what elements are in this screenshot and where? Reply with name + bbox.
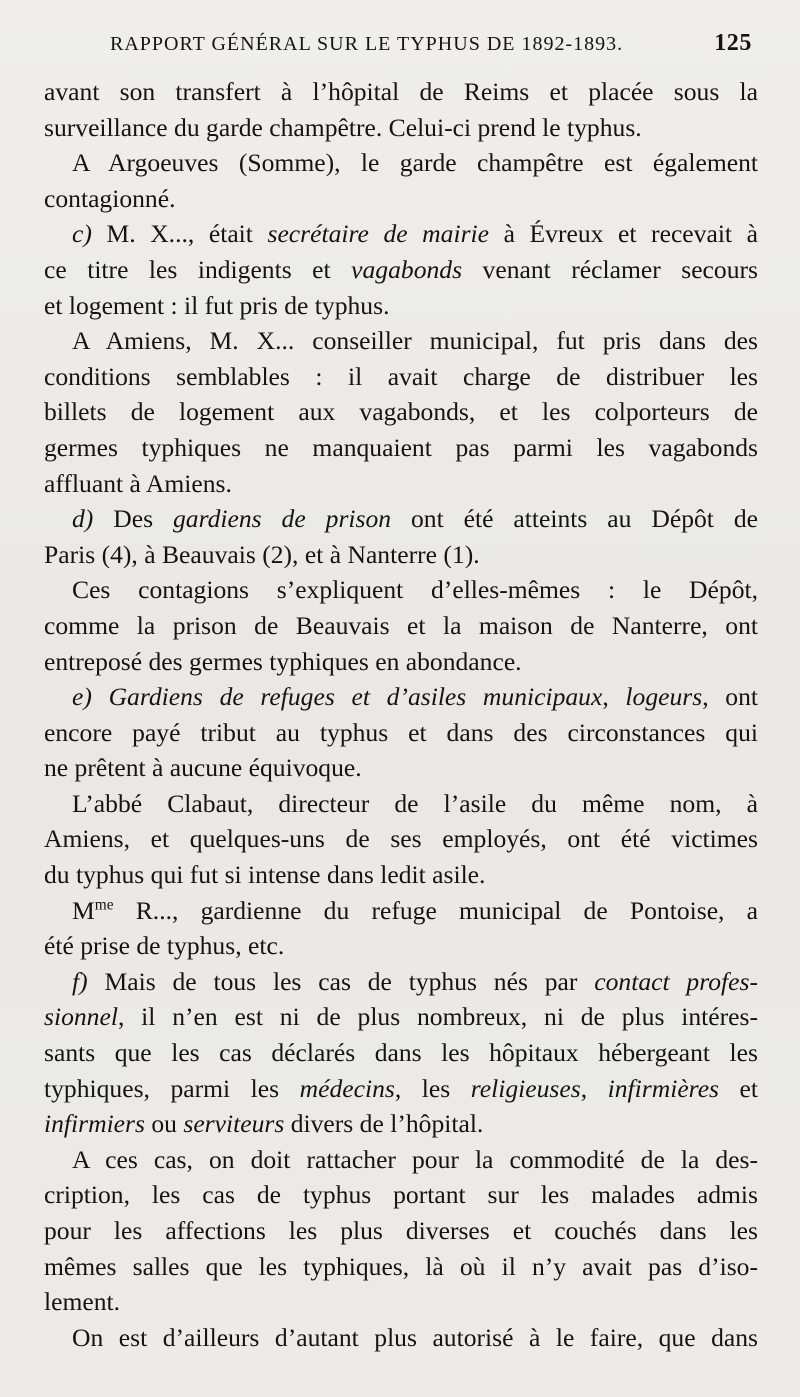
text-line: germes typhiques ne manquaient pas parmi les vagabonds [44,432,758,462]
text-line: avant son transfert à l’hôpital de Reims et placée sous la [44,77,758,106]
text-line: Paris (4), à Beauvais (2), et à Nanterre (1). [44,539,480,569]
page-number: 125 [714,30,752,56]
text-line: contagionné. [44,183,176,213]
text-line: été prise de typhus, etc. [44,931,285,961]
text-line: conditions semblables : il avait charge de distribuer les [44,361,758,391]
text-line: c) M. X..., était secrétaire de mairie à Évreux et recevait à [72,219,758,249]
text-line: cription, les cas de typhus portant sur les malades admis [44,1180,758,1210]
text-line: sants que les cas déclarés dans les hôpitaux hébergeant les [44,1038,758,1068]
text-line: du typhus qui fut si intense dans ledit asile. [44,860,486,890]
text-line: typhiques, parmi les médecins, les religieuses, infirmières et [44,1073,759,1103]
text-line: et logement : il fut pris de typhus. [44,290,390,320]
text-line: surveillance du garde champêtre. Celui-ci prend le typhus. [44,112,642,142]
text-line: ne prêtent à aucune équivoque. [44,753,362,783]
text-line: sionnel, il n’en est ni de plus nombreux, ni de plus intéres- [44,1002,758,1032]
text-line: encore payé tribut au typhus et dans des circonstances qui [44,717,758,747]
text-line: mêmes salles que les typhiques, là où il n’y avait pas d’iso- [44,1251,758,1281]
text-line: entreposé des germes typhiques en abondance. [44,646,522,676]
text-line: infirmiers ou serviteurs divers de l’hôpital. [44,1109,484,1139]
running-header [44,30,758,74]
text-line: e) Gardiens de refuges et d’asiles municipaux, logeurs, ont [72,682,758,712]
running-title: RAPPORT GÉNÉRAL SUR LE TYPHUS DE 1892-1893. [110,33,624,55]
text-line: comme la prison de Beauvais et la maison de Nanterre, ont [44,610,758,640]
text-line: A Amiens, M. X... conseiller municipal, fut pris dans des [72,326,758,356]
text-line: f) Mais de tous les cas de typhus nés par contact profes- [72,966,758,996]
body-text [44,74,758,1355]
text-line: ce titre les indigents et vagabonds venant réclamer secours [44,254,758,284]
text-line: billets de logement aux vagabonds, et les colporteurs de [44,397,758,427]
text-line: Amiens, et quelques-uns de ses employés, ont été victimes [44,824,758,854]
text-line: Ces contagions s’expliquent d’elles-mêmes : le Dépôt, [72,575,758,605]
text-line: L’abbé Clabaut, directeur de l’asile du même nom, à [72,788,758,818]
text-line: d) Des gardiens de prison ont été atteints au Dépôt de [72,504,758,534]
text-line: On est d’ailleurs d’autant plus autorisé à le faire, que dans [72,1322,758,1352]
text-line: lement. [44,1287,121,1317]
text-line: A Argoeuves (Somme), le garde champêtre est également [72,148,758,178]
text-line: affluant à Amiens. [44,468,232,498]
text-line: $M^{me}$ R..., gardienne du refuge municipal de Pontoise, a [72,895,758,925]
text-line: A ces cas, on doit rattacher pour la commodité de la des- [72,1144,758,1174]
text-line: pour les affections les plus diverses et couchés dans les [44,1216,758,1245]
